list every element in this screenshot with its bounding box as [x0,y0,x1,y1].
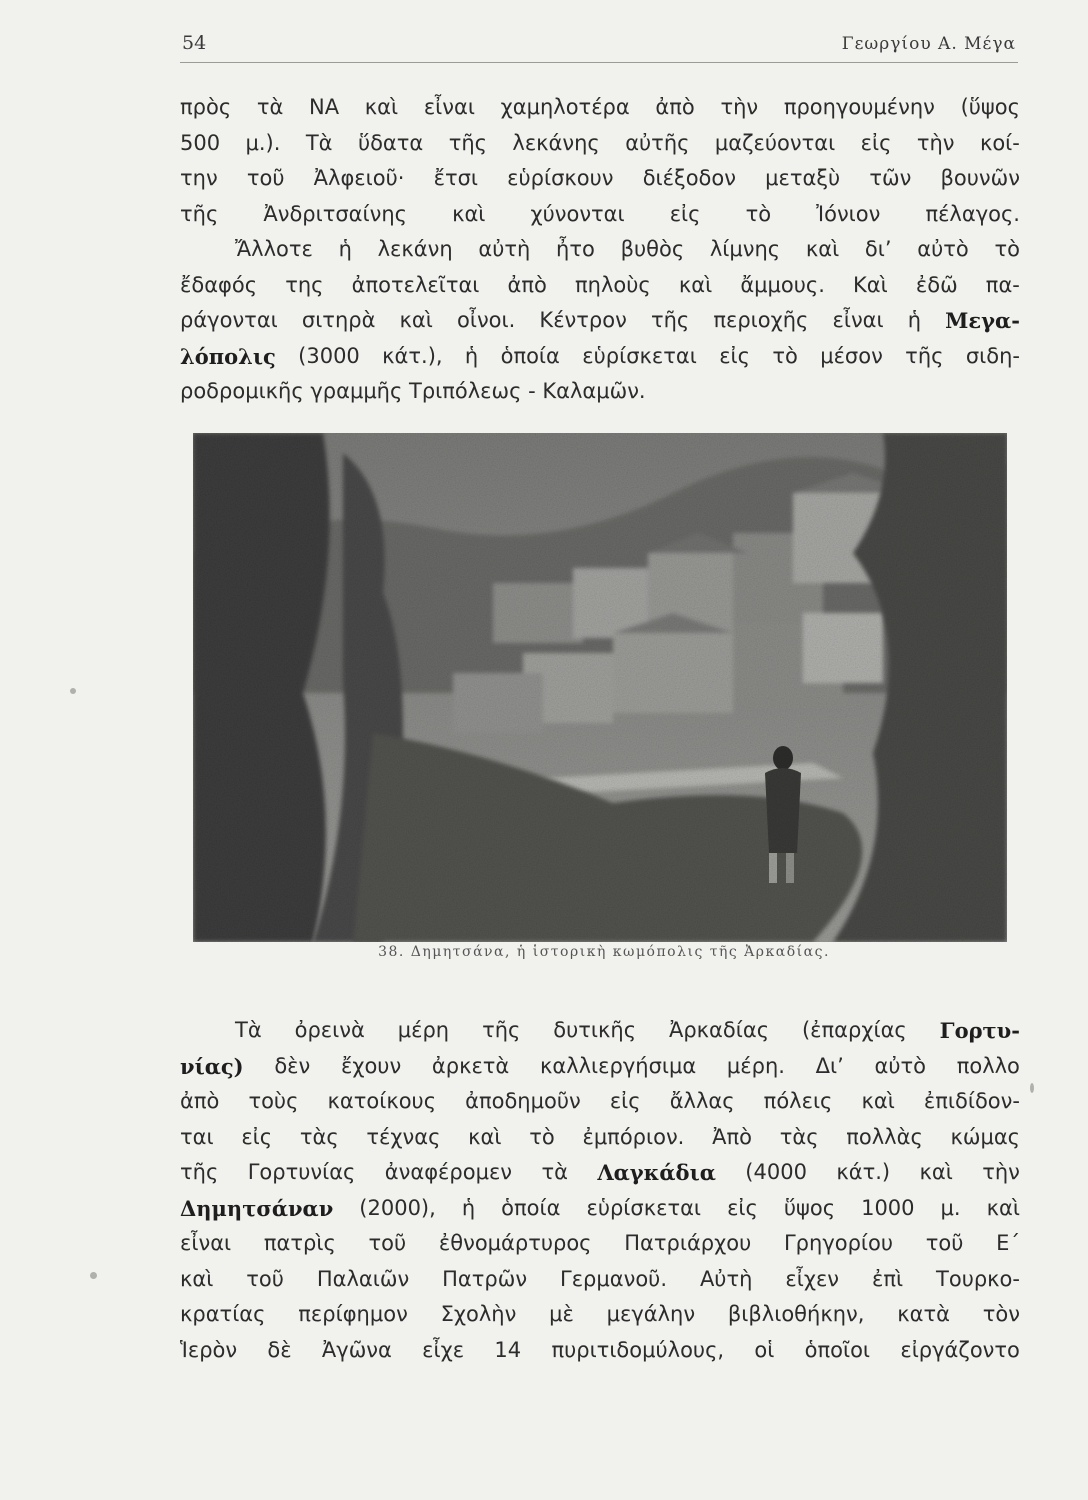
word: (ὕψος [960,95,1020,119]
word: ἡ [461,1195,476,1220]
word: εἰργάζοντο [900,1337,1020,1362]
word: εἰς [609,1089,641,1113]
word: κώμας [950,1124,1020,1149]
word: τῆς [650,308,690,332]
word: καὶ [805,237,840,261]
word: προηγουμένην [783,95,935,119]
page-number: 54 [182,32,207,54]
word: τοῦ [368,1231,407,1255]
word: ἔχουν [340,1053,402,1078]
text-line [180,303,1020,339]
word: Ε´ [996,1231,1020,1255]
word: κοί- [979,130,1020,155]
text-line [180,197,1020,233]
text-line [180,1013,1020,1049]
bold-place-name: Μεγα- [945,308,1020,333]
word: Καὶ [853,272,888,297]
word: (2000), [359,1195,436,1220]
word: ὁποία [501,1195,561,1220]
word: εἰς [669,201,701,226]
word: μεταξὺ [765,166,841,190]
print-speck [70,688,76,694]
word: κάτ.) [836,1160,891,1184]
word: 1000 [861,1195,915,1220]
word: μέρη. [726,1053,785,1078]
word: ὕψος [783,1195,836,1220]
word: εἶναι [423,95,475,119]
word: Τὰ [305,130,333,155]
word: πολλο [956,1053,1020,1078]
paragraph-1 [180,90,1020,410]
word: τὸ [529,1124,555,1149]
bold-place-name: νίας) [180,1053,244,1079]
word: μὲ [549,1302,574,1326]
word: Δι’ [815,1053,844,1078]
word: ὕδατα [357,130,424,155]
text-line [180,126,1020,162]
word: οἱ [754,1337,775,1362]
text-line [180,1226,1020,1262]
text-line [180,268,1020,304]
word: κρατίας [180,1302,266,1326]
word: καὶ [861,1089,895,1113]
word: τέχνας [366,1124,441,1149]
word: ἦτο [556,237,595,261]
word: Γορτυνίας [247,1160,356,1184]
word: μαζεύονται [714,130,836,155]
figure-photo [193,433,1007,942]
word: πατρὶς [263,1231,336,1255]
word: πόλεις [763,1089,833,1113]
word: χύνονται [530,201,625,226]
word: ἐμπόριον. [582,1124,685,1149]
word: αὐτὸ [874,1053,926,1078]
word: Ἱερὸν [180,1337,238,1362]
word: πρὸς [180,95,232,119]
word: καὶ [986,1195,1020,1220]
word: ἄμμους. [740,272,825,297]
word: κατὰ [897,1302,950,1326]
word: ἔδαφός [180,272,258,297]
word: καὶ [468,1124,502,1149]
word: κατοίκους [327,1089,437,1113]
word: εὑρίσκουν [507,166,614,190]
word: πα- [985,272,1020,297]
word: χαμηλοτέρα [500,95,630,119]
word: Παλαιῶν [316,1266,410,1291]
word: ἀπὸ [507,272,547,297]
word: Ἀρκαδίας [668,1018,770,1042]
text-line [180,1049,1020,1085]
word: της [285,272,324,297]
word: 14 [494,1337,522,1362]
word: καὶ [678,272,713,297]
bold-place-name: Λαγκάδια [597,1160,716,1185]
word: τὰ [256,95,284,119]
word: εἰς [719,343,750,368]
word: εὑρίσκεται [586,1195,702,1220]
word: διέξοδον [642,166,736,190]
word: ἀποτελεῖται [351,272,480,297]
word: ὁποία [500,343,560,368]
word: εἶχεν [785,1266,840,1291]
word: Ἰόνιον [816,201,881,226]
word: εἶχε [422,1337,465,1362]
word: καὶ [919,1160,953,1184]
word: λεκάνη [377,237,453,261]
text-line [180,1084,1020,1120]
word: τὴν [720,95,759,119]
print-speck [90,1272,97,1279]
word: τῆς [448,130,487,155]
word: ἔτσι [433,166,479,190]
word: ἡ [338,237,352,261]
figure-caption: 38. Δημητσάνα, ἡ ἱστορικὴ κωμόπολις τῆς Ἀρκαδίας. [378,944,830,960]
word: ἐπὶ [871,1266,904,1291]
word: σιδη- [965,343,1020,368]
word: τὸν [982,1302,1020,1326]
word: λεκάνης [512,130,600,155]
word: βουνῶν [940,166,1020,190]
bold-place-name: λόπολις [180,343,276,369]
word: πολλὰς [846,1124,923,1149]
word: καὶ [399,308,433,332]
word: Κέντρον [539,308,627,332]
word: σιτηρὰ [301,308,376,332]
text-line [180,1191,1020,1227]
word: ἄλλας [669,1089,735,1113]
word: Ἄλλοτε [235,237,313,261]
word: Γρηγορίου [783,1231,894,1255]
word: καλλιεργήσιμα [539,1053,697,1078]
word: ὁποῖοι [804,1337,871,1362]
running-head: Γεωργίου Α. Μέγα [841,34,1016,54]
word: τὴν [982,1160,1020,1184]
word: πυριτιδομύλους, [551,1337,725,1362]
word: ἡ [464,343,479,368]
word: (ἐπαρχίας [801,1018,907,1042]
word: δι’ [864,237,892,261]
word: τῶν [869,166,912,190]
word: μέσον [820,343,883,368]
word: εἰς [727,1195,758,1220]
word: μ. [940,1195,961,1220]
word: μέρη [397,1018,450,1042]
word: (3000 [298,343,360,368]
text-line [180,1262,1020,1298]
word: ἀπὸ [655,95,695,119]
word: δὲ [267,1337,292,1362]
text-line [180,1333,1020,1369]
word: ἡ [907,308,922,332]
text-line [180,90,1020,126]
word: τὸ [745,201,772,226]
word: περιοχῆς [713,308,809,332]
word: τοῦ [925,1231,964,1255]
word: κάτ.), [382,343,443,368]
word: δὲν [274,1053,311,1078]
word: Τὰ [235,1018,262,1042]
word: τὸ [994,237,1020,261]
word: εἰς [241,1124,273,1149]
word: ἐθνομάρτυρος [438,1231,592,1255]
word: πηλοὺς [575,272,651,297]
bold-place-name: Γορτυ- [939,1018,1020,1043]
word: Σχολὴν [440,1302,517,1326]
text-line [180,1120,1020,1156]
word: αὐτὴ [478,237,531,261]
text-line [180,232,1020,268]
word: Πατριάρχου [624,1231,752,1255]
word: ἀναφέρομεν [384,1160,513,1184]
word: μεγάλην [606,1302,696,1326]
word: εὑρίσκεται [582,343,697,368]
text-line [180,339,1020,375]
word: λίμνης [709,237,781,261]
word: περίφημον [298,1302,408,1326]
word: Ἀλφειοῦ· [313,166,405,190]
word: τῆς [180,201,219,226]
word: καὶ [452,201,486,226]
word: εἰς [860,130,892,155]
word: ἀπὸ [180,1089,220,1113]
word: τὴν [916,130,955,155]
text-line [180,374,1020,410]
word: τοὺς [248,1089,299,1113]
text-line [180,1297,1020,1333]
word: ἐπιδίδον- [923,1089,1020,1113]
word: καὶ [180,1266,214,1291]
paragraph-2 [180,1013,1020,1368]
text-line [180,1155,1020,1191]
word: Τουρκο- [936,1266,1020,1291]
bold-place-name: Δημητσάναν [180,1195,334,1221]
word: ὀρεινὰ [294,1018,365,1042]
word: Γερμανοῦ. [560,1266,667,1291]
word: ράγονται [180,308,278,332]
word: πέλαγος. [925,201,1020,226]
word: τοῦ [246,166,285,190]
word: Ἀπὸ [712,1124,752,1149]
word: ἀποδημοῦν [465,1089,581,1113]
word: (4000 [745,1160,807,1184]
word: τὰς [779,1124,819,1149]
word: ἐδῶ [915,272,958,297]
word: βιβλιοθήκην, [727,1302,865,1326]
word: αὐτῆς [625,130,690,155]
word: τὰς [299,1124,339,1149]
word: 500 [180,130,221,155]
page-header [180,30,1018,63]
word: ται [180,1124,214,1149]
word: ροδρομικῆς γραμμῆς Τριπόλεως - Καλαμῶν. [180,379,646,403]
word: οἶνοι. [456,308,516,332]
word: την [180,166,218,190]
word: εἶναι [832,308,884,332]
word: Πατρῶν [442,1266,528,1291]
word: δυτικῆς [553,1018,637,1042]
word: τῆς [180,1160,219,1184]
print-speck [1030,1083,1034,1093]
word: μ.). [245,130,281,155]
word: ἀρκετὰ [431,1053,510,1078]
word: τοῦ [246,1266,284,1291]
word: εἶναι [180,1231,232,1255]
word: αὐτὸ [917,237,969,261]
word: ΝΑ [309,95,340,119]
word: τὸ [772,343,798,368]
word: τῆς [482,1018,521,1042]
word: καὶ [364,95,399,119]
word: βυθὸς [620,237,685,261]
word: Αὐτὴ [699,1266,753,1291]
word: τῆς [905,343,944,368]
word: Ἀνδριτσαίνης [263,201,407,226]
word: Ἀγῶνα [321,1337,392,1362]
word: τὰ [541,1160,568,1184]
text-line [180,161,1020,197]
